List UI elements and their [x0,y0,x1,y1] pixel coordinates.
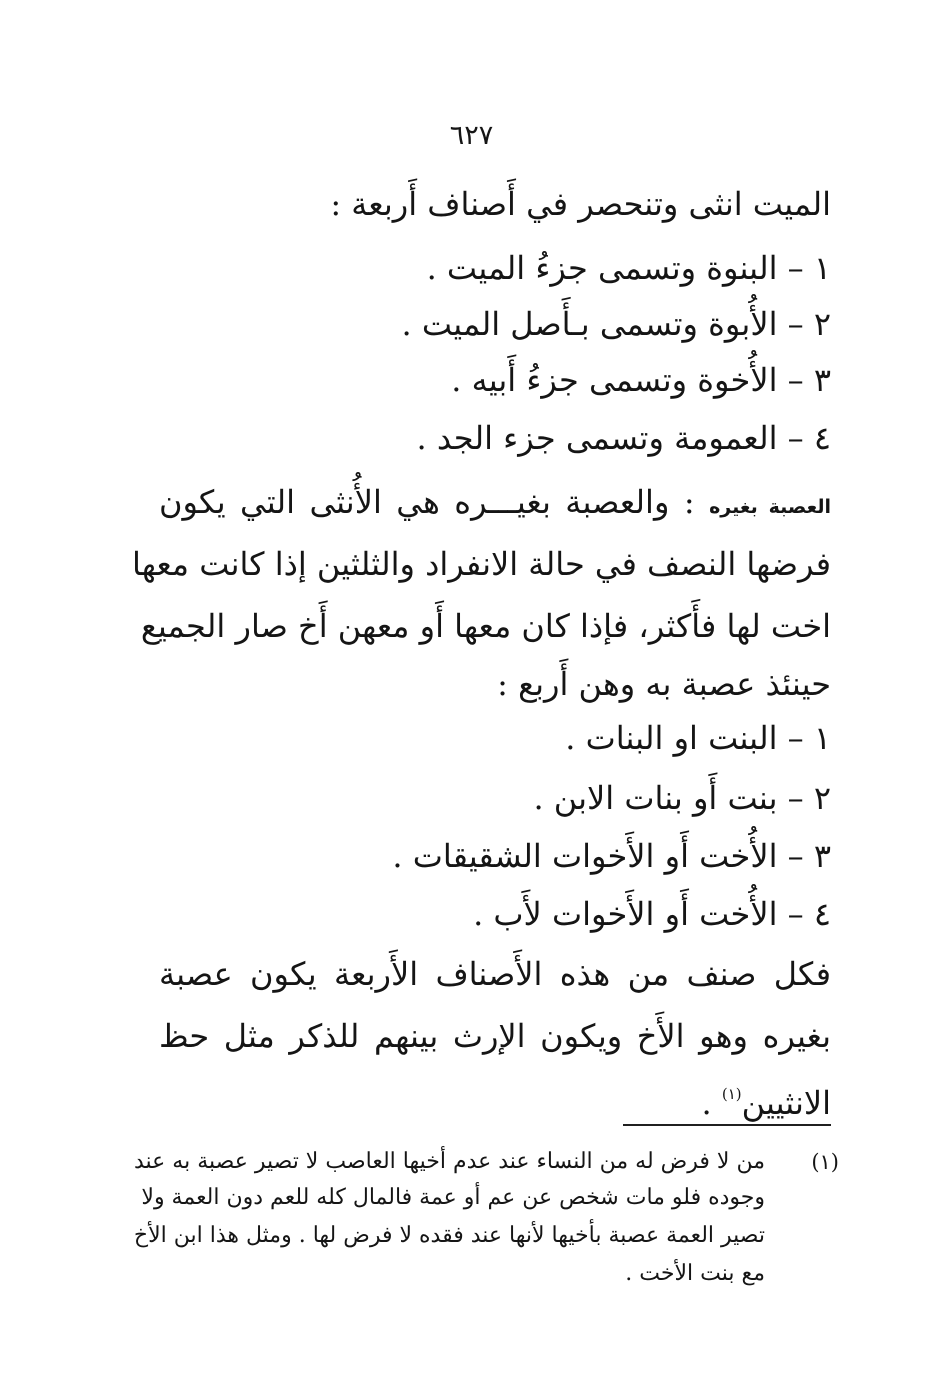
page-number: ٦٢٧ [449,120,494,151]
footnote-line-4: مع بنت الأخت . [625,1261,765,1286]
footnote-reference: (١) [721,1085,742,1103]
footnote-line-3: تصير العمة عصبة بأخيها لأنها عند فقده لا فرض لها . ومثل هذا ابن الأخ [133,1223,765,1248]
term-label: العصبة بغيره [709,496,832,518]
paragraph-one-line-3: اخت لها فأَكثر، فإذا كان معها أَو معهن أَخ صار الجميع [140,607,831,645]
paragraph-two-line-3-end: . [701,1084,712,1122]
footnote-divider [623,1124,831,1126]
list-one-item-4: ٤ – العمومة وتسمى جزء الجد . [416,419,831,457]
list-two-item-1: ١ – البنت او البنات . [565,719,831,757]
paragraph-one-line-1 [159,474,831,535]
paragraph-one-line-4: حينئذ عصبة به وهن أَربع : [497,665,831,703]
paragraph-two-line-3-text: الانثيين [741,1084,831,1122]
list-one-item-1: ١ – البنوة وتسمى جزءُ الميت . [426,249,831,287]
paragraph-one-line-1-text: : والعصبة بغيـــره هي الأُنثى التي يكون [159,483,695,521]
list-one-item-3: ٣ – الأُخوة وتسمى جزءُ أَبيه . [451,361,831,399]
list-two-item-4: ٤ – الأُخت أَو الأَخوات لأَب . [473,895,831,933]
paragraph-two-line-1: فكل صنف من هذه الأَصناف الأَربعة يكون عصبة [159,955,831,993]
list-two-item-3: ٣ – الأُخت أَو الأَخوات الشقيقات . [392,837,831,875]
footnote-line-2: وجوده فلو مات شخص عن عم أو عمة فالمال كله للعم دون العمة ولا [141,1185,765,1210]
footnote-number: (١) [811,1150,839,1174]
list-one-item-2: ٢ – الأُبوة وتسمى بـأَصل الميت . [401,305,831,343]
list-two-item-2: ٢ – بنت أَو بنات الابن . [533,779,831,817]
intro-line: الميت انثى وتنحصر في أَصناف أَربعة : [330,185,831,223]
paragraph-two-line-3 [702,1066,832,1131]
footnote-line-1: من لا فرض له من النساء عند عدم أخيها العاصب لا تصير عصبة به عند [133,1149,765,1174]
paragraph-two-line-2: بغيره وهو الأَخ ويكون الإرث بينهم للذكر مثل حظ [159,1017,831,1055]
paragraph-one-line-2: فرضها النصف في حالة الانفراد والثلثين إذا كانت معها [131,545,831,583]
